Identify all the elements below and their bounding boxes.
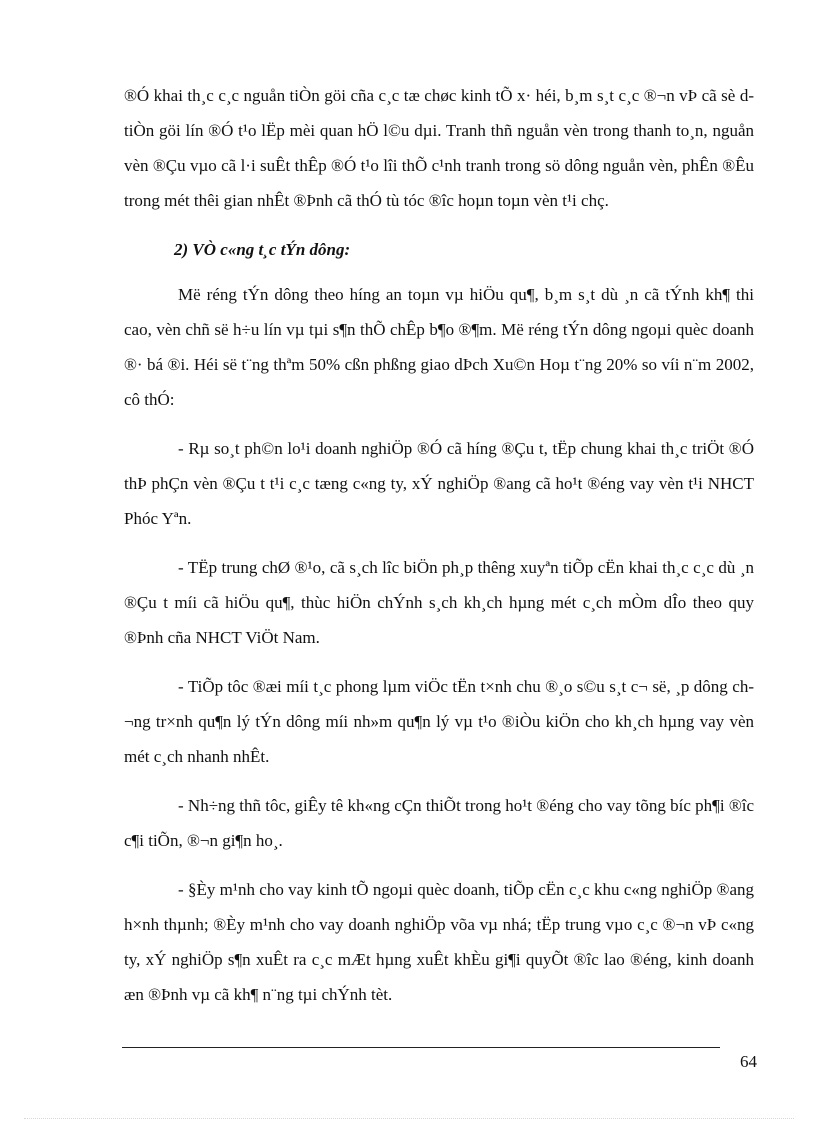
page-bottom-edge (24, 1118, 794, 1119)
bullet-non-state-lending: - §Èy m¹nh cho vay kinh tÕ ngoµi quèc doanh, tiÕp cËn c¸c khu c«ng nghiÖp ®ang h×nh thµnh; ®Èy m¹nh cho vay doanh nghiÖp võa vµ nhá; tËp trung vµo c¸c ®¬n vÞ c«ng ty, xÝ nghiÖp s¶n xuÊt ra c¸c mÆt hµng xuÊt khÈu gi¶i quyÕt ®îc lao ®éng, kinh doanh æn ®Þnh vµ cã kh¶ n¨ng tµi chÝnh tèt. (124, 880, 754, 1004)
page-number: 64 (740, 1052, 757, 1071)
bullet-simplify-procedures: - Nh÷ng thñ tôc, giÊy tê kh«ng cÇn thiÕt trong ho¹t ®éng cho vay tõng bíc ph¶i ®îc c¶i tiÕn, ®¬n gi¶n ho¸. (124, 796, 754, 850)
bullet-review-enterprises: - Rµ so¸t ph©n lo¹i doanh nghiÖp ®Ó cã híng ®Çu t, tËp chung khai th¸c triÖt ®Ó thÞ phÇn vèn ®Çu t t¹i c¸c tæng c«ng ty, xÝ nghiÖp ®ang cã ho¹t ®éng vay vèn t¹i NHCT Phóc Yªn. (124, 439, 754, 528)
bullet-work-style: - TiÕp tôc ®æi míi t¸c phong lµm viÖc tËn t×nh chu ®¸o s©u s¸t c¬ së, ¸p dông ch¬ng tr×nh qu¶n lý tÝn dông míi nh»m qu¶n lý vµ t¹o ®iÒu kiÖn cho kh¸ch hµng vay vèn mét c¸ch nhanh nhÊt. (124, 677, 754, 766)
paragraph-credit-expansion: Më réng tÝn dông theo híng an toµn vµ hiÖu qu¶, b¸m s¸t dù ¸n cã tÝnh kh¶ thi cao, vèn chñ së h÷u lín vµ tµi s¶n thÕ chÊp b¶o ®¶m. Më réng tÝn dông ngoµi quèc doanh ®· bá ®i. Héi së t¨ng thªm 50% cßn phßng giao dÞch Xu©n Hoµ t¨ng 20% so víi n¨m 2002, cô thÓ: (124, 285, 754, 409)
bullet-focus-direction: - TËp trung chØ ®¹o, cã s¸ch lîc biÖn ph¸p thêng xuyªn tiÕp cËn khai th¸c c¸c dù ¸n ®Çu t míi cã hiÖu qu¶, thùc hiÖn chÝnh s¸ch kh¸ch hµng mét c¸ch mÒm dÎo theo quy ®Þnh cña NHCT ViÖt Nam. (124, 558, 754, 647)
section-heading-credit: 2) VÒ c«ng t¸c tÝn dông: (174, 240, 351, 259)
body-text (124, 78, 754, 1012)
footer-divider (122, 1047, 720, 1048)
paragraph-deposit-mobilization: ®Ó khai th¸c c¸c nguån tiÒn göi cña c¸c tæ chøc kinh tÕ x· héi, b¸m s¸t c¸c ®¬n vÞ cã sè d tiÒn göi lín ®Ó t¹o lËp mèi quan hÖ l©u dµi. Tranh thñ nguån vèn trong thanh to¸n, nguån vèn ®Çu vµo cã l·i suÊt thÊp ®Ó t¹o lîi thÕ c¹nh tranh trong sö dông nguån vèn, phÊn ®Êu trong mét thêi gian nhÊt ®Þnh cã thÓ tù tóc ®îc hoµn toµn vèn t¹i chç. (124, 86, 754, 210)
